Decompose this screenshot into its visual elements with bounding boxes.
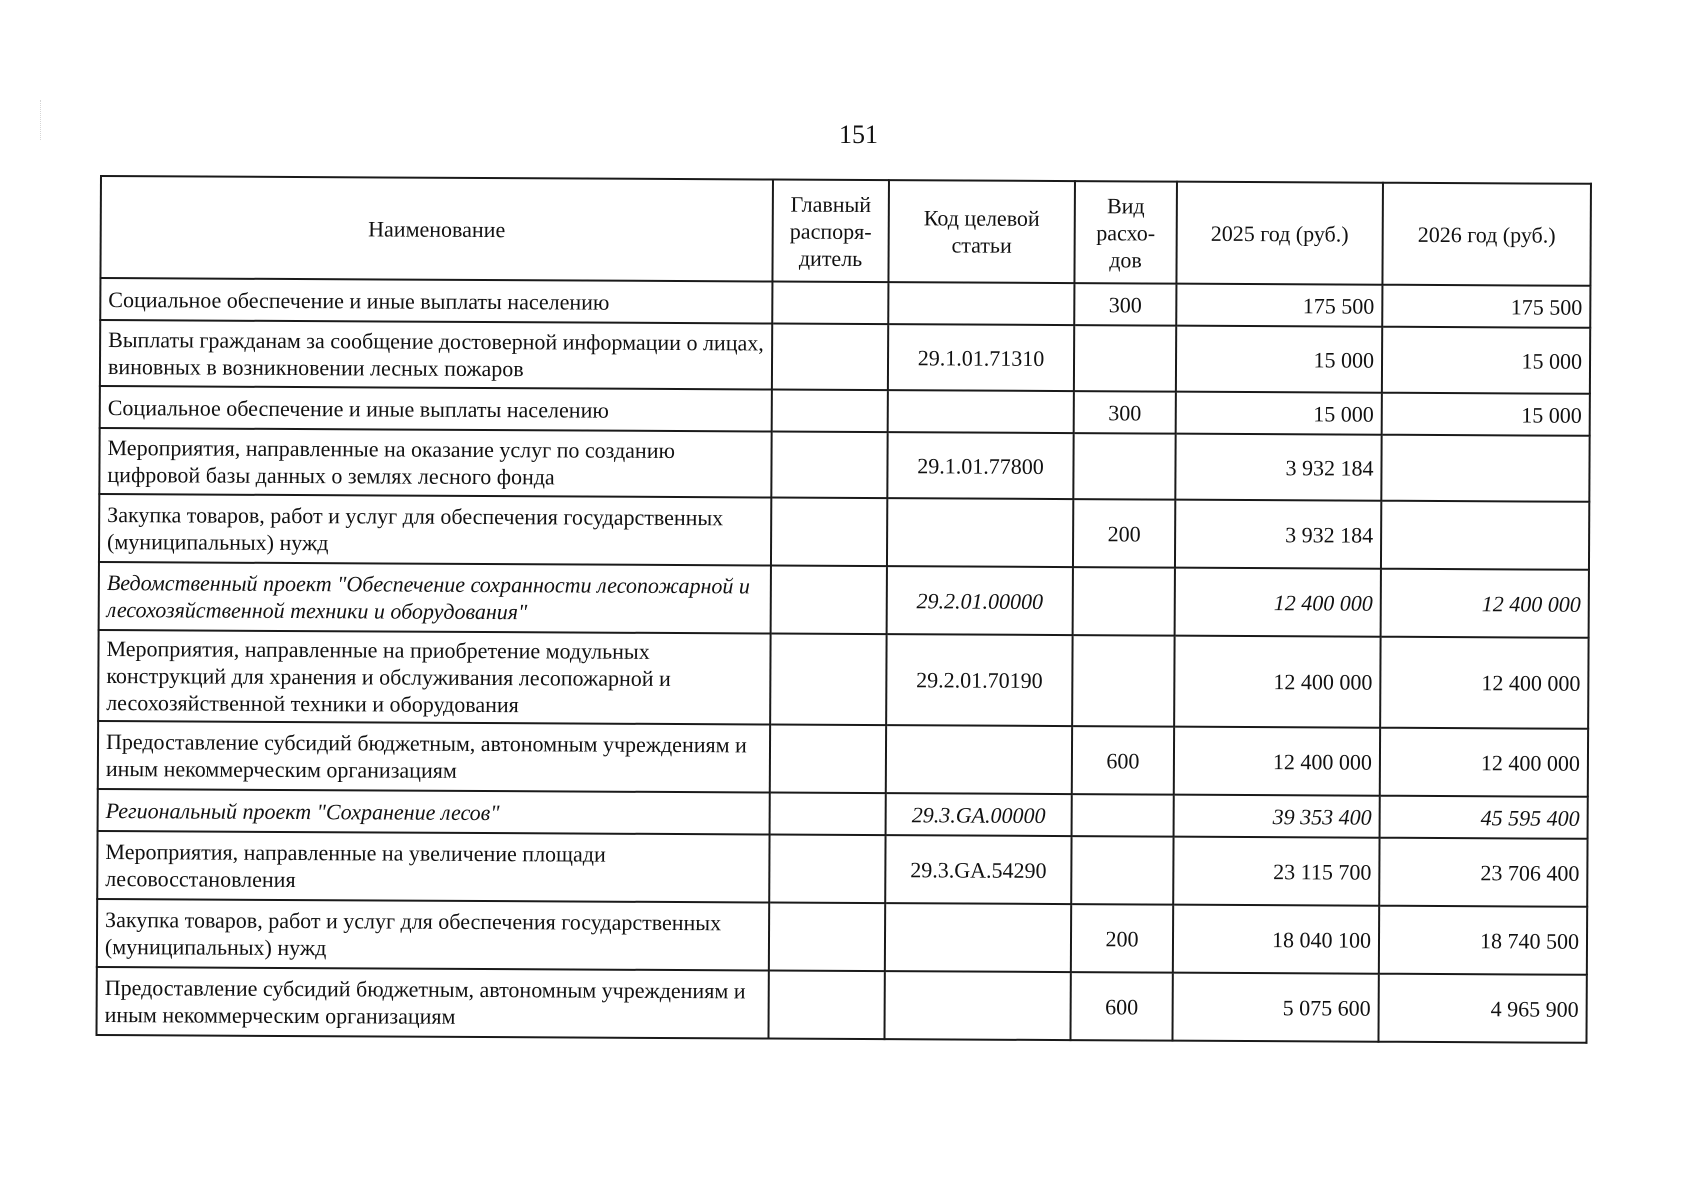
cell-2025: 3 932 184 <box>1175 434 1381 501</box>
cell-code <box>886 725 1072 794</box>
cell-code: 29.1.01.77800 <box>887 432 1073 499</box>
table-header-row <box>100 176 1591 286</box>
cell-2025: 12 400 000 <box>1174 727 1380 796</box>
page-number: 151 <box>839 120 878 149</box>
cell-2025: 3 932 184 <box>1175 500 1381 569</box>
table-body <box>96 278 1590 1043</box>
table-row <box>99 428 1589 502</box>
cell-type: 300 <box>1074 283 1176 326</box>
cell-code <box>888 282 1074 325</box>
header-2025: 2025 год (руб.) <box>1176 182 1383 285</box>
cell-2025: 23 115 700 <box>1173 837 1379 906</box>
cell-grbs <box>769 903 885 972</box>
cell-type <box>1073 567 1175 636</box>
cell-name: Мероприятия, направленные на оказание услуг по созданию цифровой базы данных о землях лесного фонда <box>99 428 771 498</box>
table-row <box>98 721 1588 797</box>
cell-2025: 5 075 600 <box>1172 973 1378 1042</box>
cell-name: Выплаты гражданам за сообщение достоверной информации о лицах, виновных в возникновении лесных пожаров <box>100 320 772 390</box>
cell-2025: 18 040 100 <box>1173 905 1379 974</box>
cell-2026: 175 500 <box>1382 285 1590 328</box>
cell-2026: 4 965 900 <box>1378 974 1586 1043</box>
cell-type <box>1072 794 1174 837</box>
cell-name: Закупка товаров, работ и услуг для обеспечения государственных (муниципальных) нужд <box>97 899 769 971</box>
cell-code <box>884 971 1070 1040</box>
cell-code: 29.2.01.70190 <box>886 634 1072 726</box>
header-name: Наименование <box>100 176 773 282</box>
cell-grbs <box>769 835 885 904</box>
cell-2026: 45 595 400 <box>1380 796 1588 839</box>
cell-grbs <box>771 432 887 499</box>
cell-type: 300 <box>1074 391 1176 434</box>
cell-type: 200 <box>1073 499 1175 568</box>
cell-2026: 12 400 000 <box>1380 637 1588 729</box>
cell-2026: 23 706 400 <box>1379 838 1587 907</box>
cell-name: Социальное обеспечение и иные выплаты населению <box>100 386 772 432</box>
cell-2026: 12 400 000 <box>1381 569 1589 638</box>
cell-2025: 15 000 <box>1176 392 1382 435</box>
cell-name: Мероприятия, направленные на приобретение модульных конструкций для хранения и обслуживания лесопожарной и лесохозяйственной техники и оборудования <box>98 630 770 725</box>
table-row <box>99 562 1589 638</box>
budget-table <box>95 175 1591 1044</box>
cell-code <box>885 903 1071 972</box>
cell-type: 200 <box>1071 904 1173 973</box>
cell-name: Региональный проект "Сохранение лесов" <box>98 789 770 835</box>
table-row <box>96 967 1586 1043</box>
cell-code: 29.2.01.00000 <box>887 566 1073 635</box>
table-row <box>97 899 1587 975</box>
cell-code <box>887 498 1073 567</box>
table-row <box>98 630 1588 729</box>
cell-2026 <box>1381 435 1589 502</box>
cell-2026: 15 000 <box>1382 393 1590 436</box>
header-code: Код целевой статьи <box>888 180 1075 283</box>
cell-2025: 175 500 <box>1176 284 1382 327</box>
cell-grbs <box>771 566 887 635</box>
cell-grbs <box>770 634 886 726</box>
table-row <box>100 320 1590 394</box>
cell-grbs <box>772 390 888 433</box>
cell-2026: 15 000 <box>1382 327 1590 394</box>
cell-grbs <box>771 498 887 567</box>
header-type: Вид расхо-дов <box>1074 181 1177 284</box>
cell-grbs <box>772 324 888 391</box>
cell-name: Предоставление субсидий бюджетным, автономным учреждениям и иным некоммерческим организациям <box>96 967 768 1039</box>
cell-code <box>888 390 1074 433</box>
cell-type <box>1071 836 1173 905</box>
cell-grbs <box>772 282 888 325</box>
cell-code: 29.1.01.71310 <box>888 324 1074 391</box>
table-row <box>97 831 1587 907</box>
cell-2026: 18 740 500 <box>1379 906 1587 975</box>
cell-name: Закупка товаров, работ и услуг для обеспечения государственных (муниципальных) нужд <box>99 494 771 566</box>
cell-name: Ведомственный проект "Обеспечение сохранности лесопожарной и лесохозяйственной техники и оборудования" <box>99 562 771 634</box>
cell-type: 600 <box>1072 726 1174 795</box>
cell-type <box>1072 635 1174 727</box>
cell-type: 600 <box>1070 972 1172 1041</box>
cell-type <box>1074 325 1176 392</box>
cell-code: 29.3.GA.54290 <box>885 835 1071 904</box>
cell-2025: 12 400 000 <box>1174 636 1380 728</box>
cell-2026 <box>1381 501 1589 570</box>
cell-name: Социальное обеспечение и иные выплаты населению <box>100 278 772 324</box>
cell-grbs <box>770 793 886 836</box>
header-2026: 2026 год (руб.) <box>1382 183 1591 286</box>
cell-2025: 39 353 400 <box>1174 795 1380 838</box>
cell-2025: 12 400 000 <box>1175 568 1381 637</box>
header-grbs: Главный распоря-дитель <box>772 180 889 283</box>
table-row <box>99 494 1589 570</box>
cell-name: Предоставление субсидий бюджетным, автономным учреждениям и иным некоммерческим организациям <box>98 721 770 793</box>
cell-name: Мероприятия, направленные на увеличение площади лесовосстановления <box>97 831 769 903</box>
cell-grbs <box>768 971 884 1040</box>
cell-2025: 15 000 <box>1176 326 1382 393</box>
cell-grbs <box>770 725 886 794</box>
cell-type <box>1073 433 1175 500</box>
cell-2026: 12 400 000 <box>1380 728 1588 797</box>
cell-code: 29.3.GA.00000 <box>886 793 1072 836</box>
